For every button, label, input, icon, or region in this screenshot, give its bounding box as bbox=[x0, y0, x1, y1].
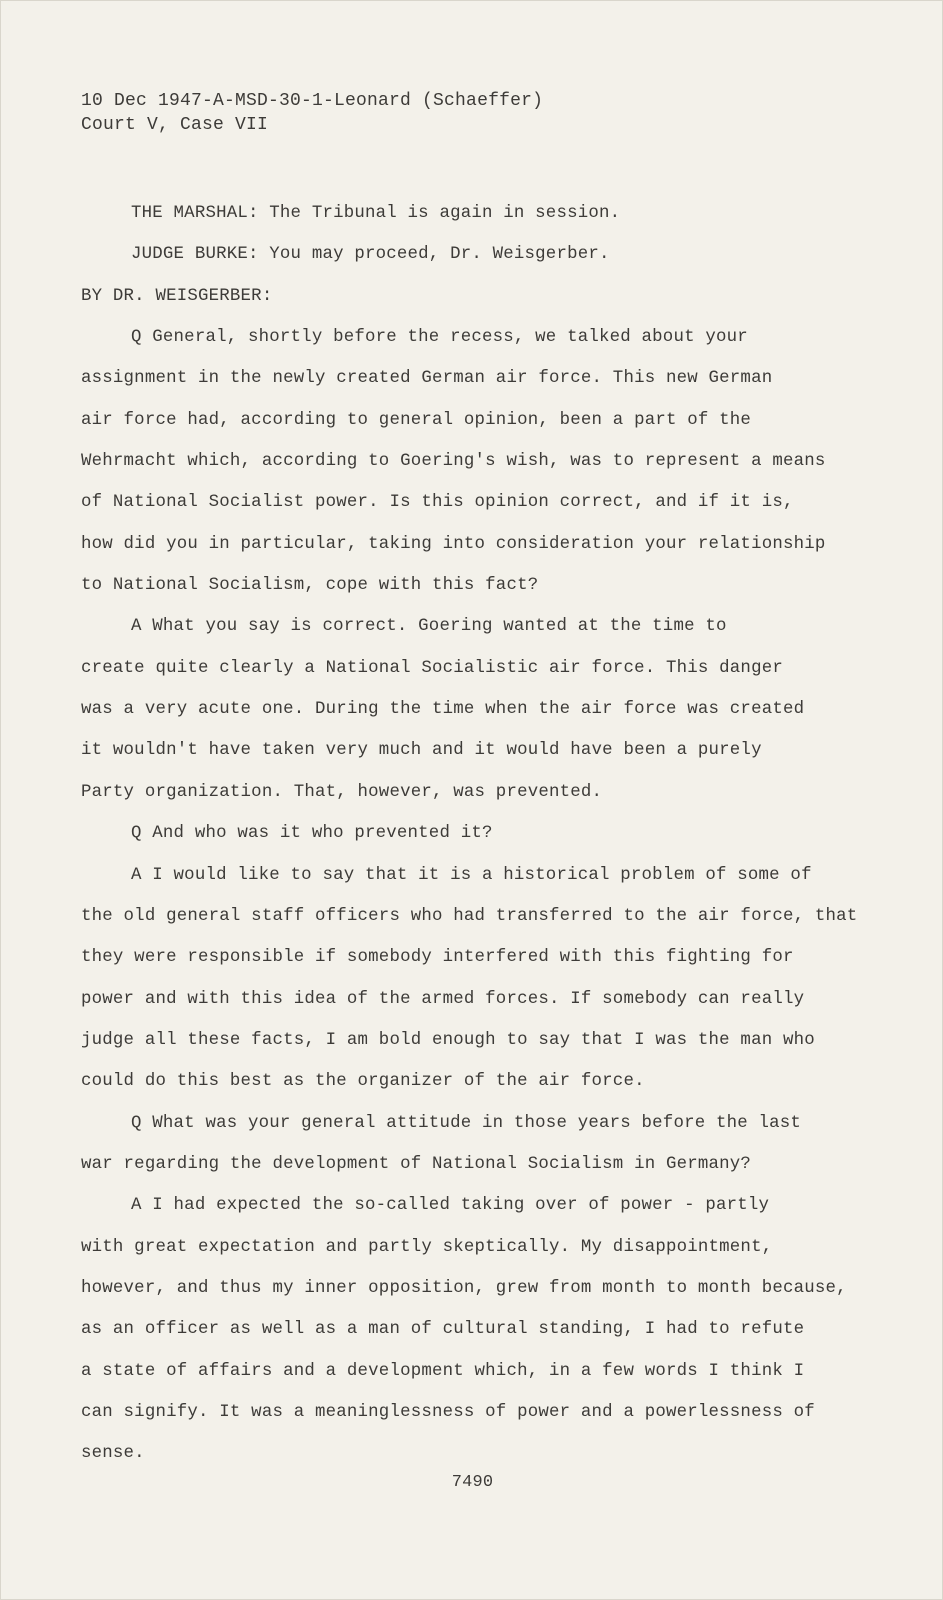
transcript-line: however, and thus my inner opposition, grew from month to month because, bbox=[81, 1278, 847, 1298]
document-header bbox=[81, 89, 543, 137]
header-reference: 10 Dec 1947-A-MSD-30-1-Leonard (Schaeffer) bbox=[81, 91, 544, 111]
transcript-line: Wehrmacht which, according to Goering's wish, was to represent a means bbox=[81, 452, 826, 472]
transcript-body bbox=[81, 193, 858, 1475]
transcript-line: assignment in the newly created German air force. This new German bbox=[81, 369, 773, 389]
transcript-line: a state of affairs and a development which, in a few words I think I bbox=[81, 1361, 805, 1381]
transcript-line: could do this best as the organizer of the air force. bbox=[81, 1072, 645, 1092]
transcript-line: the old general staff officers who had transferred to the air force, that bbox=[81, 906, 858, 926]
transcript-line: they were responsible if somebody interfered with this fighting for bbox=[81, 948, 794, 968]
transcript-line: BY DR. WEISGERBER: bbox=[81, 286, 273, 306]
transcript-line: can signify. It was a meaninglessness of power and a powerlessness of bbox=[81, 1402, 815, 1422]
transcript-line: sense. bbox=[81, 1444, 145, 1464]
transcript-line: to National Socialism, cope with this fact? bbox=[81, 576, 539, 596]
transcript-line: it wouldn't have taken very much and it would have been a purely bbox=[81, 741, 762, 761]
header-court-case: Court V, Case VII bbox=[81, 115, 269, 135]
transcript-line: air force had, according to general opinion, been a part of the bbox=[81, 410, 752, 430]
transcript-line: Party organization. That, however, was prevented. bbox=[81, 782, 603, 802]
transcript-line: with great expectation and partly skeptically. My disappointment, bbox=[81, 1237, 773, 1257]
transcript-line: A I had expected the so-called taking over of power - partly bbox=[131, 1196, 770, 1216]
transcript-line: judge all these facts, I am bold enough to say that I was the man who bbox=[81, 1030, 815, 1050]
transcript-line: of National Socialist power. Is this opinion correct, and if it is, bbox=[81, 493, 794, 513]
transcript-line: as an officer as well as a man of cultural standing, I had to refute bbox=[81, 1320, 805, 1340]
transcript-line: create quite clearly a National Socialistic air force. This danger bbox=[81, 658, 783, 678]
page-number: 7490 bbox=[451, 1473, 494, 1492]
transcript-line: A I would like to say that it is a historical problem of some of bbox=[131, 865, 812, 885]
transcript-line: THE MARSHAL: The Tribunal is again in session. bbox=[131, 204, 621, 223]
transcript-line: Q What was your general attitude in those years before the last bbox=[131, 1113, 802, 1133]
transcript-line: Q And who was it who prevented it? bbox=[131, 824, 493, 844]
transcript-line: A What you say is correct. Goering wanted at the time to bbox=[131, 617, 727, 637]
transcript-line: how did you in particular, taking into consideration your relationship bbox=[81, 534, 826, 554]
transcript-line: JUDGE BURKE: You may proceed, Dr. Weisgerber. bbox=[131, 245, 610, 265]
transcript-line: Q General, shortly before the recess, we talked about your bbox=[131, 328, 748, 348]
transcript-line: power and with this idea of the armed forces. If somebody can really bbox=[81, 989, 805, 1009]
transcript-line: was a very acute one. During the time when the air force was created bbox=[81, 700, 805, 720]
transcript-line: war regarding the development of National Socialism in Germany? bbox=[81, 1154, 752, 1174]
